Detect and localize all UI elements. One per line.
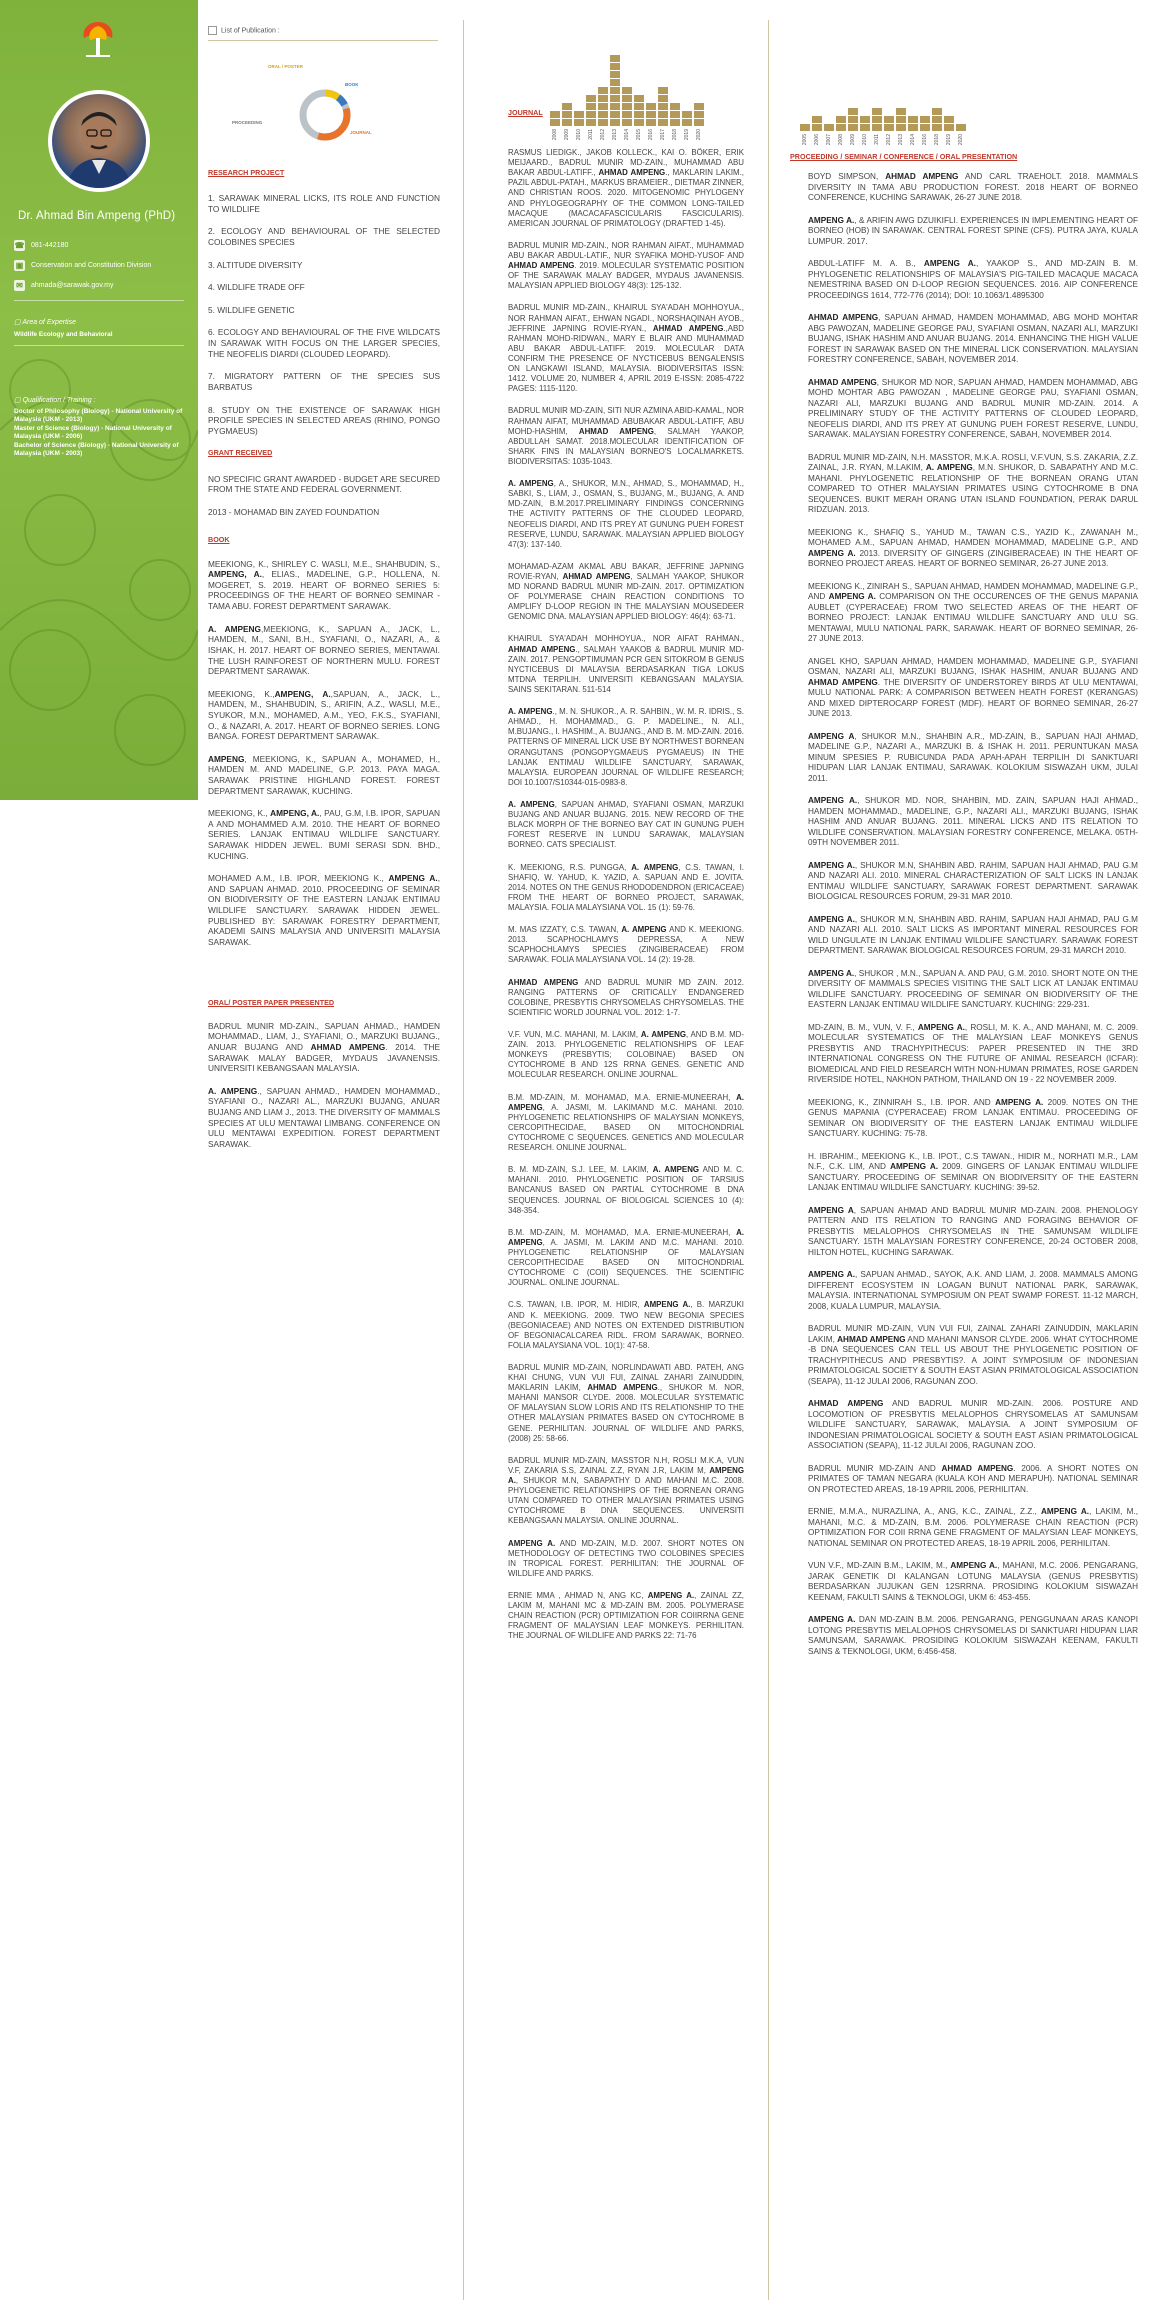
- research-list: [208, 193, 440, 436]
- bar-year-label: 2013: [612, 128, 618, 140]
- email-row[interactable]: [14, 280, 113, 291]
- book-entry: MEEKIONG, K., AMPENG, A., PAU, G.M, I.B. IPOR, SAPUAN A AND MOHAMMED A.M. 2010. THE HEART OF BORNEO SERIES. LANJAK ENTIMAU WILDLIFE SANCTUARY. SARAWAK HIDDEN JEWEL. BUMI SERASI SDN. BHD., KUCHING.: [208, 808, 441, 861]
- bar-2010: [860, 115, 870, 145]
- bar-segment: [908, 124, 918, 131]
- bar-year-label: 2011: [588, 129, 594, 140]
- journal-entry: B.M. MD-ZAIN, M. MOHAMAD, M.A. ERNIE-MUNEERAH, A. AMPENG, A. JASMI, M. LAKIMAND M.C. MAHANI. 2010. PHYLOGENETIC RELATIONSHIPS OF MALAYSIAN MONKEYS, CERCOPITHECIDAE, BASED ON MITOCHONDRIAL CYTOCHROME C SEQUENCES. GENETICS AND MOLECULAR RESEARCH. ONLINE JOURNAL.: [508, 1092, 744, 1153]
- bar-year-label: 2020: [958, 133, 964, 145]
- bar-segment: [920, 116, 930, 123]
- proc-entry: AMPENG A., SHUKOR M.N, SHAHBIN ABD. RAHIM, SAPUAN HAJI AHMAD, PAU G.M AND NAZARI ALI. 2010. MINERAL CHARACTERIZATION OF SALT LICKS IN LANJAK ENTIMAU WILDLIFE SANCTUARY, SARAWAK FOREST DEPARTMENT. SARAWAK BIOLOGICAL RESOURCES FORUM, 29-31 MAR 2010.: [808, 860, 1138, 901]
- proc-entry: AHMAD AMPENG, SAPUAN AHMAD, HAMDEN MOHAMMAD, ABG MOHD MOHTAR ABG PAWOZAN, MADELINE GEORGE PAU, SYAFIANI OSMAN, NAZARI ALI, MARZUKI BUJANG, ISHAK HASHIM AND ANUAR BUJANG. 2014. ENHANCING THE HIGH VALUE FOREST IN SARAWAK BASED ON THE MINERAL LICK CONSERVATION. MALAYSIAN FORESTRY CONFERENCE, SABAH, NOVEMBER 2014.: [808, 313, 1138, 364]
- bar-2012: [598, 86, 608, 140]
- grant-entry: NO SPECIFIC GRANT AWARDED - BUDGET ARE SECURED FROM THE STATE AND FEDERAL GOVERNMENT.: [208, 473, 440, 495]
- bar-2014: [622, 86, 632, 140]
- expertise-heading: ▢ Area of Expertise: [14, 319, 77, 326]
- bar-segment: [682, 119, 692, 126]
- proceeding-label: PROCEEDING / SEMINAR / CONFERENCE / ORAL PRESENTATION: [790, 152, 1018, 161]
- bar-2006: [812, 115, 822, 145]
- bar-2013: [896, 107, 906, 145]
- bar-segment: [622, 119, 632, 126]
- bar-segment: [622, 103, 632, 110]
- research-entry: 4. WILDLIFE TRADE OFF: [208, 282, 305, 293]
- journal-entry: A. AMPENG, A., SHUKOR, M.N., AHMAD, S., MOHAMMAD, H., SABKI, S., LIAM, J., OSMAN, S., BUJANG, M., BUJANG, A. AND MD-ZAIN, B.M.2017.PRELIMINARY FINDINGS CONCERNING THE ACTIVITY PATTERNS OF THE CLOUDED LEOPARD, NEOFELIS DIARDI, AND ITS PREY AT GUNUNG PUEH FOREST RESERVE, LUNDU, SARAWAK. MALAYSIAN APPLIED BIOLOGY 47(3): 137-140.: [508, 479, 744, 549]
- proc-entry: AMPENG A., SHUKOR , M.N., SAPUAN A. AND PAU, G.M. 2010. SHORT NOTE ON THE DIVERSITY OF MAMMALS SPECIES VISITING THE SALT LICK AT LANJAK ENTIMAU WILDLIFE SANCTUARY. PROCEEDING OF SEMINAR ON BIODIVERSITY OF THE EASTERN LANJAK ENTIMAU WILDLIFE SANCTUARY. KUCHING: 229-231.: [808, 968, 1138, 1009]
- proc-entry: ANGEL KHO, SAPUAN AHMAD, HAMDEN MOHAMMAD, MADELINE G.P., SYAFIANI OSMAN, NAZARI ALI, MARZUKI BUJANG, ISHAK HASHIM, ANUAR BUJANG AND AHMAD AMPENG. THE DIVERSITY OF UNDERSTOREY BIRDS AT ULU MENTAWAI, MULU NATIONAL PARK: A COMPARISON BETWEEN HEATH FOREST (KERANGAS) AND MIXED DIPTEROCARP FOREST (MDF). HEART OF BORNEO SEMINAR, 26-27 JUNE 2013.: [808, 656, 1138, 718]
- header-rule: [208, 40, 438, 41]
- book-entry: MOHAMED A.M., I.B. IPOR, MEEKIONG K., AMPENG A., AND SAPUAN AHMAD. 2010. PROCEEDING OF SEMINAR ON BIODIVERSITY OF THE EASTERN LANJAK ENTIMAU WILDLIFE SANCTUARY. SARAWAK HIDDEN JEWEL. PUBLISHED BY: SARAWAK FORESTRY DEPARTMENT, AKADEMI SAINS MALAYSIA AND UNIVERSITI MALAYSIA SARAWAK.: [208, 873, 440, 947]
- bar-year-label: 2005: [802, 133, 808, 145]
- column-divider: [463, 20, 464, 2300]
- qualification-heading: ▢ Qualification / Training :: [14, 397, 96, 404]
- bar-segment: [610, 55, 620, 62]
- journal-list: [508, 148, 744, 1654]
- bar-year-label: 2019: [684, 128, 690, 140]
- qualification-item: Doctor of Philosophy (Biology) - National University of Malaysia (UKM - 2013): [14, 408, 183, 424]
- bar-2018: [932, 107, 942, 145]
- bar-2011: [872, 107, 882, 145]
- bar-segment: [622, 111, 632, 118]
- proc-entry: MEEKIONG K., SHAFIQ S., YAHUD M., TAWAN C.S., YAZID K., ZAWANAH M., MOHAMED A.M., SAPUAN AHMAD, HAMDEN MOHAMMAD, MADELINE G.P., AND AMPENG A. 2013. DIVERSITY OF GINGERS (ZINGIBERACEAE) IN THE HEART OF BORNEO PROJECT AREAS. HEART OF BORNEO SEMINAR, 26-27 JUNE 2013.: [808, 527, 1138, 568]
- bar-2007: [824, 123, 834, 145]
- bar-2014: [908, 115, 918, 145]
- bar-segment: [610, 71, 620, 78]
- bar-segment: [574, 111, 584, 118]
- proc-entry: AMPENG A., & ARIFIN AWG DZUIKIFLI. EXPERIENCES IN IMPLEMENTING HEART OF BORNEO (HOB) IN SARAWAK. CENTRAL FOREST SPINE (CFS). PUTRA JAYA, KUALA LUMPUR. 2017.: [808, 215, 1138, 246]
- publication-donut: [295, 85, 355, 145]
- bar-year-label: 2012: [600, 128, 606, 140]
- proceeding-year-chart: [800, 65, 966, 145]
- bar-year-label: 2017: [660, 128, 666, 140]
- proc-entry: AMPENG A, SAPUAN AHMAD AND BADRUL MUNIR MD-ZAIN. 2008. PHENOLOGY PATTERN AND ITS RELATION TO RANGING AND FORAGING BEHAVIOR OF PRESBYTIS MELALOPHOS CHRYSOMELAS IN THE SAMUNSAM WILDLIFE SANCTUARY. 15TH MALAYSIAN FORESTRY CONFERENCE, 20-24 OCTOBER 2008, HILTON HOTEL, KUCHING SARAWAK.: [808, 1205, 1138, 1257]
- bar-segment: [694, 103, 704, 110]
- department-row: [14, 260, 151, 271]
- book-heading: BOOK: [208, 535, 230, 545]
- bar-2009: [562, 102, 572, 140]
- bar-year-label: 2016: [648, 128, 654, 140]
- list-icon: [208, 26, 217, 35]
- bar-2018: [670, 102, 680, 140]
- bar-segment: [932, 124, 942, 131]
- journal-entry: A. AMPENG, SAPUAN AHMAD, SYAFIANI OSMAN, MARZUKI BUJANG AND ANUAR BUJANG. 2015. NEW RECORD OF THE BLACK MORPH OF THE BORNEO BAY CAT IN GUNUNG PUEH FOREST RESERVE IN LUNDU SARAWAK, MALAYSIAN BORNEO. CATS SPECIALIST.: [508, 800, 744, 850]
- proc-entry: BADRUL MUNIR MD-ZAIN AND AHMAD AMPENG. 2006. A SHORT NOTES ON PRIMATES OF TAMAN NEGARA (KUALA KOH AND MERAPUH). NATIONAL SEMINAR ON PROTECTED AREAS, 18-19 APRIL 2006, PERHILITAN.: [808, 1463, 1138, 1494]
- proc-entry: AHMAD AMPENG AND BADRUL MUNIR MD-ZAIN. 2006. POSTURE AND LOCOMOTION OF PRESBYTIS MELALOPHOS CHRYSOMELAS AT SAMUNSAM WILDLIFE SANCTUARY, SARAWAK, MALAYSIA. A JOINT SYMPOSIUM OF INDONESIAN PRIMATOLOGICAL SOCIETY & SOUTH EAST ASIAN PRIMATOLOGICAL ASSOCIATION (SEAPA), 11-12 JULAI 2006, RAGUNAN ZOO.: [808, 1399, 1138, 1450]
- bar-year-label: 2019: [946, 133, 952, 145]
- phone-row: [14, 240, 68, 251]
- bar-segment: [848, 108, 858, 115]
- bar-segment: [658, 95, 668, 102]
- journal-entry: BADRUL MUNIR MD-ZAIN., KHAIRUL SYA'ADAH MOHHOYUA., NOR RAHMAN AIFAT., EHWAN NGADI., NORSHAQINAH AYOB., JEFFRINE JAPNING ROVIE-RYAN., AHMAD AMPENG.,ABD RAHMAN MOHD-RIDWAN., MARY E BLAIR AND MUHAMMAD ABU BAKAR ABDUL-LATIFF. 2019. MOLECULAR DATA CONFIRM THE PRESENCE OF NYCTICEBUS BENGALENSIS ON LANGKAWI ISLAND, MALAYSIA. BIODIVERSITAS ISSN: 1412. VOLUME 20, NUMBER 4, APRIL 2019 E-ISSN: 2085-4722 PAGES: 1115-1120.: [508, 303, 744, 394]
- bar-segment: [956, 124, 966, 131]
- bar-2010: [574, 110, 584, 140]
- bar-segment: [944, 116, 954, 123]
- department-text: Conservation and Constitution Division: [31, 262, 152, 269]
- bar-segment: [550, 119, 560, 126]
- bar-2016: [646, 102, 656, 140]
- proc-entry: VUN V.F., MD-ZAIN B.M., LAKIM, M., AMPENG A., MAHANI, M.C. 2006. PENGARANG, JARAK GENETIK DI KALANGAN LOTUNG MALAYSIA (GENUS PRESBYTIS) BERDASARKAN JUJUKAN GEN 12SRRNA. PROSIDING KOLOKIUM SISWAZAH KEENAM, FAKULTI SAINS & TEKNOLOGI, UKM 6: 453-455.: [808, 1561, 1138, 1602]
- donut-label-journal: JOURNAL: [350, 130, 372, 135]
- expertise-text: Wildlife Ecology and Behavioral: [14, 331, 113, 338]
- publications-heading: List of Publication :: [208, 26, 280, 35]
- journal-entry: M. MAS IZZATY, C.S. TAWAN, A. AMPENG AND K. MEEKIONG. 2013. SCAPHOCHLAMYS DEPRESSA, A NEW SCAPHOCHLAMYS SPECIES (ZINGIBERACEAE) FROM SARAWAK. FOLIA MALAYSIANA VOL. 14 (2): 19-28.: [508, 925, 744, 965]
- forest-logo-icon: [76, 18, 120, 62]
- oral-entry: A. AMPENG., SAPUAN AHMAD., HAMDEN MOHAMMAD., SYAFIANI O., NAZARI AL., MARZUKI BUJANG, ANUAR BUJANG AND LIAM J., 2013. THE DIVERSITY OF MAMMALS SPECIES AT ULU MENTAWAI LIMBANG. CONFERENCE ON ULU MENTAWAI EXPEDITION. FOREST DEPARTMENT SARAWAK.: [208, 1085, 440, 1149]
- bar-year-label: 2012: [886, 133, 892, 145]
- bar-segment: [872, 108, 882, 115]
- bar-2017: [658, 86, 668, 140]
- bar-segment: [610, 95, 620, 102]
- bar-segment: [610, 79, 620, 86]
- bar-segment: [872, 116, 882, 123]
- bar-segment: [610, 111, 620, 118]
- building-icon: ▣: [15, 261, 24, 270]
- proc-entry: AHMAD AMPENG, SHUKOR MD NOR, SAPUAN AHMAD, HAMDEN MOHAMMAD, ABG MOHD MOHTAR ABG PAWOZAN , MADELINE GEORGE PAU, SYAFIANI OSMAN, NAZARI ALI, MARZUKI BUJANG AND BADRUL MUNIR MD-ZAIN. 2014. A PRELIMINARY STUDY OF THE ACTIVITY PATTERNS OF CLOUDED LEOPARD, NEOFELIS DIARDI, AND ITS PREY AT GUNUNG PUEH FOREST RESERVE, LUNDU, SARAWAK. MALAYSIAN FORESTRY CONFERENCE, SABAH, NOVEMBER 2014.: [808, 377, 1138, 439]
- journal-entry: C.S. TAWAN, I.B. IPOR, M. HIDIR, AMPENG A., B. MARZUKI AND K. MEEKIONG. 2009. TWO NEW BEGONIA SPECIES (BEGONIACEAE) AND NOTES ON EXTENDED DISTRIBUTION OF BEGONIACALCAREA RIDL. FROM SARAWAK, BORNEO. FOLIA MALAYSIANA VOL. 10(1): 47-58.: [508, 1300, 744, 1350]
- bar-segment: [562, 111, 572, 118]
- bar-year-label: 2013: [898, 133, 904, 145]
- bar-year-label: 2010: [576, 128, 582, 140]
- proc-entry: BADRUL MUNIR MD-ZAIN, VUN VUI FUI, ZAINAL ZAHARI ZAINUDDIN, MAKLARIN LAKIM, AHMAD AMPENG AND MAHANI MANSOR CLYDE. 2006. WHAT CYTOCHROME -B DNA SEQUENCES CAN TELL US ABOUT THE PHYLOGENETIC POSITION OF TRACHYPITHECUS AND PRESBYTIS?. A JOINT SYMPOSIUM OF INDONESIAN PRIMATOLOGICAL SOCIETY & SOUTH EAST ASIAN PRIMATOLOGICAL ASSOCIATION (SEAPA), 11-12 JULAI 2006, RAGUNAN ZOO.: [808, 1324, 1138, 1386]
- bar-segment: [610, 119, 620, 126]
- proc-entry: BADRUL MUNIR MD-ZAIN, N.H. MASSTOR, M.K.A. ROSLI, V.F.VUN, S.S. ZAKARIA, Z.Z. ZAINAL, J.R. RYAN, M.LAKIM, A. AMPENG, M.N. SHUKOR, D. SABAPATHY AND M.C. MAHANI. PHYLOGENETIC RELATIONSHIP OF THE BORNEAN ORANG UTAN COMPARED TO OTHER MALAYSIAN PRIMATES USING CYTOCHROME B DNA SEQUENCES. BUKIT MERAH ORANG UTAN ISLAND FOUNDATION, PERAK DARUL RIDZUAN. 2013.: [808, 452, 1138, 514]
- phone-icon: ☎: [14, 241, 25, 250]
- journal-entry: BADRUL MUNIR MD-ZAIN, MASSTOR N.H, ROSLI M.K.A, VUN V.F, ZAKARIA S.S, ZAINAL Z.Z, RYAN J.R, LAKIM M, AMPENG A., SHUKOR M.N, SABAPATHY D AND MAHANI M.C. 2008. PHYLOGENETIC RELATIONSHIPS OF THE BORNEAN ORANG UTAN COMPARED TO OTHER MALAYSIAN PRIMATES USING CYTOCHROME B DNA SEQUENCES. UNIVERSITI KEBANGSAAN MALAYSIA. ONLINE JOURNAL.: [508, 1455, 744, 1526]
- book-entry: MEEKIONG, K., SHIRLEY C. WASLI, M.E., SHAHBUDIN, S., AMPENG, A., ELIAS., MADELINE, G.P., HOLLENA, N. MOGERET, S. 2019. HEART OF BORNEO SERIES 5: PROCEEDINGS OF THE HEART OF BORNEO SEMINAR - TAMA ABU. FOREST DEPARTMENT SARAWAK.: [208, 558, 440, 612]
- bar-2005: [800, 123, 810, 145]
- bar-segment: [884, 124, 894, 131]
- bar-segment: [860, 124, 870, 131]
- bar-segment: [598, 103, 608, 110]
- bar-segment: [574, 119, 584, 126]
- email-text[interactable]: ahmada@sarawak.gov.my: [31, 282, 114, 289]
- bar-segment: [800, 124, 810, 131]
- bar-segment: [610, 87, 620, 94]
- bar-2019: [682, 110, 692, 140]
- bar-year-label: 2018: [672, 128, 678, 140]
- research-entry: 1. SARAWAK MINERAL LICKS, ITS ROLE AND FUNCTION TO WILDLIFE: [208, 193, 440, 214]
- bar-segment: [884, 116, 894, 123]
- grant-heading: GRANT RECEIVED: [208, 448, 273, 458]
- bar-segment: [646, 119, 656, 126]
- bar-segment: [598, 87, 608, 94]
- journal-entry: RASMUS LIEDIGK., JAKOB KOLLECK., KAI O. BÖKER, ERIK MEIJAARD., BADRUL MUNIR MD-ZAIN., MUHAMMAD ABU BAKAR ABDUL-LATIFF., AHMAD AMPENG., MAKLARIN LAKIM., PAZIL ABDUL-PATAH., MARKUS BRAMEIER., DIETMAR ZINNER, AND CHRISTIAN ROOS. 2020. MITOGENOMIC PHYLOGENY AND PHYLOGEOGRAPHY OF THE COMMON LONG-TAILED MACAQUE (MACACAFASCICULARIS FASCICULARIS). AMERICAN JOURNAL OF PRIMATOLOGY (DRAFTED 1-45).: [508, 148, 744, 228]
- bar-segment: [896, 124, 906, 131]
- bar-segment: [550, 111, 560, 118]
- bar-segment: [824, 124, 834, 131]
- mail-icon: ✉: [14, 280, 25, 291]
- bar-year-label: 2011: [874, 134, 880, 145]
- bar-year-label: 2007: [826, 133, 832, 145]
- bar-segment: [896, 108, 906, 115]
- research-entry: 8. STUDY ON THE EXISTENCE OF SARAWAK HIGH PROFILE SPECIES IN SELECTED AREAS (RHINO, PONGO PYGMAEUS): [208, 404, 440, 436]
- bar-year-label: 2006: [814, 133, 820, 145]
- research-entry: 5. WILDLIFE GENETIC: [208, 304, 295, 315]
- research-entry: 2. ECOLOGY AND BEHAVIOURAL OF THE SELECTED COLOBINES SPECIES: [208, 226, 440, 248]
- bar-segment: [670, 111, 680, 118]
- research-entry: 3. ALTITUDE DIVERSITY: [208, 259, 303, 270]
- bar-segment: [836, 124, 846, 131]
- bar-year-label: 2020: [696, 128, 702, 140]
- bar-segment: [694, 111, 704, 118]
- bar-segment: [848, 124, 858, 131]
- book-entry: AMPENG, MEEKIONG, K., SAPUAN A., MOHAMED, H., HAMDEN M. AND MADELINE, G.P. 2013. PAYA MAGA. SARAWAK PRISTINE HIGHLAND FOREST. FOREST DEPARTMENT SARAWAK, KUCHING.: [208, 753, 440, 796]
- bar-2015: [634, 94, 644, 140]
- phone-text: 081-442180: [31, 242, 69, 249]
- journal-entry: KHAIRUL SYA'ADAH MOHHOYUA., NOR AIFAT RAHMAN., AHMAD AMPENG., SALMAH YAAKOB & BADRUL MUNIR MD-ZAIN. 2017. PENGOPTIMUMAN PCR GEN SITOKROM B GENUS NYCTICEBUS DI MALAYSIA BERDASARKAN TIGA LOKUS MTDNA TERPILIH. UNIVERSITI KEBANGSAAN MALAYSIA. SAINS SEKITARAN. 511-514: [508, 634, 744, 695]
- bar-2016: [920, 115, 930, 145]
- grant-list: [208, 474, 440, 518]
- bar-2009: [848, 107, 858, 145]
- bar-segment: [598, 95, 608, 102]
- journal-entry: B.M. MD-ZAIN, M. MOHAMAD, M.A. ERNIE-MUNEERAH, A. AMPENG, A. JASMI, M. LAKIM AND M.C. MAHANI. 2010. PHYLOGENETIC RELATIONSHIP OF MALAYSIAN CERCOPITHECIDAE BASED ON MITOCHONDRIAL CYTOCHROME C (COII) SEQUENCES. THE SCIENTIFIC JOURNAL. ONLINE JOURNAL.: [508, 1227, 744, 1288]
- bar-segment: [812, 124, 822, 131]
- bar-segment: [932, 108, 942, 115]
- column-divider: [768, 20, 769, 2300]
- bar-2008: [836, 115, 846, 145]
- proc-entry: MD-ZAIN, B. M., VUN, V. F., AMPENG A., ROSLI, M. K. A., AND MAHANI, M. C. 2009. MOLECULAR SYSTEMATICS OF THE MALAYSIAN LEAF MONKEYS GENUS PRESBYTIS AND TRACHYPITHECUS: PAPER PRESENTED IN THE 3RD INTERNATIONAL CONGRESS ON THE FUTURE OF ANIMAL RESEARCH (ICFAR): BIOMEDICAL AND FIELD RESEARCH WITH NON-HUMAN PRIMATES, ROSE GARDEN RIVERSIDE HOTEL, NAKHON PATHOM, THAILAND ON 19 - 22 NOVEMBER 2009.: [808, 1022, 1138, 1084]
- journal-entry: MOHAMAD-AZAM AKMAL ABU BAKAR, JEFFRINE JAPNING ROVIE-RYAN, AHMAD AMPENG, SALMAH YAAKOP, SHUKOR MD NORAND BADRUL MUNIR MD-ZAIN. 2017. OPTIMIZATION OF POLYMERASE CHAIN REACTION CONDITIONS TO AMPLIFY D-LOOP REGION IN THE MALAYSIAN MOUSEDEER GENOMIC DNA. MALAYSIAN APPLIED BIOLOGY: 46(4): 63-71.: [508, 561, 744, 622]
- bar-segment: [908, 116, 918, 123]
- oral-heading: ORAL/ POSTER PAPER PRESENTED: [208, 997, 335, 1007]
- journal-entry: BADRUL MUNIR MD-ZAIN, NORLINDAWATI ABD. PATEH, ANG KHAI CHUNG, VUN VUI FUI, ZAINAL ZAHARI ZAINUDDIN, MAKLARIN LAKIM, AHMAD AMPENG., SHUKOR M. NOR, MAHANI MANSOR CLYDE. 2008. MOLECULAR SYSTEMATIC OF MALAYSIAN SLOW LORIS AND ITS RELATIONSHIP TO THE OTHER MALAYSIAN PRIMATES BASED ON CYTOCHROME B GENE. PERHILITAN. JOURNAL OF WILDLIFE AND PARKS, (2008) 25: 58-66.: [508, 1362, 744, 1443]
- bar-segment: [634, 95, 644, 102]
- journal-entry: AHMAD AMPENG AND BADRUL MUNIR MD ZAIN. 2012. RANGING PATTERNS OF CRITICALLY ENDANGERED COLOBINE, PRESBYTIS CHRYSOMELAS CHRYSOMELAS. THE SCIENTIFIC WORLD JOURNAL VOL. 2012: 1-7.: [508, 977, 744, 1017]
- bar-segment: [562, 119, 572, 126]
- bar-segment: [658, 103, 668, 110]
- bar-segment: [586, 103, 596, 110]
- bar-segment: [670, 119, 680, 126]
- journal-entry: AMPENG A. AND MD-ZAIN, M.D. 2007. SHORT NOTES ON METHODOLOGY OF DETECTING TWO COLOBINES SPECIES IN TROPICAL FOREST. PERHILITAN: THE JOURNAL OF WILDLIFE AND PARKS.: [508, 1538, 744, 1578]
- bar-2020: [694, 102, 704, 140]
- bar-segment: [634, 111, 644, 118]
- bar-year-label: 2014: [910, 133, 916, 145]
- bar-year-label: 2009: [850, 133, 856, 145]
- research-heading: RESEARCH PROJECT: [208, 168, 285, 177]
- proc-entry: AMPENG A., SHUKOR M.N, SHAHBIN ABD. RAHIM, SAPUAN HAJI AHMAD, PAU G.M AND NAZARI ALI. 2010. SALT LICKS AS IMPORTANT MINERAL RESOURCES FOR WILD UNGULATE IN LANJAK ENTIMAU WILDLIFE SANCTUARY. SARAWAK FOREST DEPARTMENT. SARAWAK BIOLOGICAL RESOURCES FORUM, 29-31 MARCH 2010.: [808, 914, 1138, 955]
- bar-segment: [586, 95, 596, 102]
- proc-entry: MEEKIONG, K., ZINNIRAH S., I.B. IPOR. AND AMPENG A. 2009. NOTES ON THE GENUS MAPANIA (CYPERACEAE) FROM LANJAK ENTIMAU. PROCEEDING OF SEMINAR ON BIODIVERSITY OF THE EASTERN LANJAK ENTIMAU WILDLIFE SANCTUARY. KUCHING: 75-78.: [808, 1097, 1138, 1138]
- journal-year-chart: [550, 58, 704, 140]
- bar-segment: [658, 119, 668, 126]
- book-entry: MEEKIONG, K.,AMPENG, A.,SAPUAN, A., JACK, L., HAMDEN, M., SHAHBUDIN, S., ARIFIN, A.Z., WASLI, M.E., SYUKOR, M.N., MOHAMED, A.M., YEO, F.K.S., SYAFIANI, O., & NAZARI, A. 2017. HEART OF BORNEO SERIES. LONG BANGA. FOREST DEPARTMENT SARAWAK.: [208, 688, 440, 742]
- proc-entry: AMPENG A., SHUKOR MD. NOR, SHAHBIN, MD. ZAIN, SAPUAN HAJI AHMAD., HAMDEN MOHAMMAD., MADELINE, G.P., NAZARI ALI., MARZUKI BUJANG, ISHAK HASHIM AND ANUAR BUJANG. 2011. MINERAL LICKS AND ITS RELATION TO WILDLIFE CONSERVATION. MALAYSIAN FORESTRY CONFERENCE, MELAKA. 05TH-09TH NOVEMBER 2011.: [808, 796, 1138, 847]
- left-column: [208, 168, 440, 1161]
- bar-year-label: 2009: [564, 128, 570, 140]
- proc-entry: MEEKIONG K., ZINIRAH S., SAPUAN AHMAD, HAMDEN MOHAMMAD, MADELINE G.P., AND AMPENG A. COMPARISON ON THE OCCURENCES OF THE GENUS MAPANIA AUBLET (CYPERACEAE) FROM TWO SELECTED AREAS OF THE HEART OF BORNEO PROJECT: LANJAK ENTIMAU WILDLIFE SANCTUARY AND ULU SG. MENTAWAI, MULU NATIONAL PARK, SARAWAK. HEART OF BORNEO SEMINAR, 26-27 JUNE 2013.: [808, 581, 1138, 643]
- qualification-item: Master of Science (Biology) - National University of Malaysia (UKM - 2006): [14, 424, 172, 441]
- journal-entry: V.F. VUN, M.C. MAHANI, M. LAKIM, A. AMPENG, AND B.M. MD-ZAIN. 2013. PHYLOGENETIC RELATIONSHIPS OF LEAF MONKEYS (PRESBYTIS; COLOBINAE) BASED ON CYTOCHROME B AND 12S RRNA GENES. GENETIC AND MOLECULAR RESEARCH. ONLINE JOURNAL.: [508, 1029, 744, 1080]
- bar-year-label: 2014: [624, 128, 630, 140]
- bar-segment: [896, 116, 906, 123]
- journal-entry: B. M. MD-ZAIN, S.J. LEE, M. LAKIM, A. AMPENG AND M. C. MAHANI. 2010. PHYLOGENETIC POSITION OF TARSIUS BANCANUS BASED ON PARTIAL CYTOCHROME B DNA SEQUENCES. JOURNAL OF BIOLOGICAL SCIENCES 10 (4): 348-354.: [508, 1165, 744, 1215]
- proc-entry: BOYD SIMPSON, AHMAD AMPENG AND CARL TRAEHOLT. 2018. MAMMALS DIVERSITY IN TAMA ABU PRODUCTION FOREST. 2018 HEART OF BORNEO CONFERENCE, KUCHING SARAWAK, 26-27 JUNE 2018.: [808, 172, 1138, 202]
- proc-entry: AMPENG A, SHUKOR M.N., SHAHBIN A.R., MD-ZAIN, B., SAPUAN HAJI AHMAD, MADELINE G.P., NAZARI A., MARZUKI B. & ISHAK H. 2011. PERUNTUKAN MASA MINUM SPESIES P. RUBICUNDA PADA APAH-APAH TERPILIH DI SANKTUARI HIDUPAN LIAR LANJAK ENTIMAU, SARAWAK. KOLOKIUM SISWAZAH UKM, JULAI 2011.: [808, 731, 1138, 783]
- bar-segment: [860, 116, 870, 123]
- bar-year-label: 2016: [922, 133, 928, 145]
- qualification-item: Bachelor of Science (Biology) - National University of Malaysia (UKM - 2003): [14, 441, 179, 458]
- journal-entry: ERNIE MMA , AHMAD N, ANG KC, AMPENG A., ZAINAL ZZ, LAKIM M, MAHANI MC & MD-ZAIN BM. 2005. POLYMERASE CHAIN REACTION (PCR) OPTIMIZATION FOR COIIRRNA GENE FRAGMENT OF MALAYSIAN LEAF MONKEYS. PERHILITAN. THE JOURNAL OF WILDLIFE AND PARKS 22: 71-76: [508, 1591, 744, 1641]
- avatar: [48, 90, 150, 192]
- bar-year-label: 2008: [838, 133, 844, 145]
- bar-year-label: 2008: [552, 128, 558, 140]
- journal-entry: K. MEEKIONG, R.S. PUNGGA, A. AMPENG, C.S. TAWAN, I. SHAFIQ, W. YAHUD, K. YAZID, A. SAPUAN AND E. JOVITA. 2014. NOTES ON THE GENUS RHODODENDRON (ERICACEAE) FROM THE HEART OF BORNEO PROJECT, SARAWAK, MALAYSIA. FOLIA MALAYSIANA VOL. 15 (1): 59-76.: [508, 862, 744, 912]
- divider: [14, 300, 184, 301]
- bar-segment: [694, 119, 704, 126]
- bar-segment: [682, 111, 692, 118]
- bar-segment: [634, 103, 644, 110]
- oral-entry: BADRUL MUNIR MD-ZAIN., SAPUAN AHMAD., HAMDEN MOHAMMAD., LIAM, J., SYAFIANI, O., MARZUKI BUJANG., ANUAR BUJANG AND AHMAD AMPENG. 2014. THE SARAWAK MALAY BADGER, MYDAUS JAVANENSIS. UNIVERSITI KEBANGSAAN MALAYSIA.: [208, 1020, 441, 1074]
- bar-segment: [646, 111, 656, 118]
- bar-year-label: 2015: [636, 128, 642, 140]
- bar-2019: [944, 115, 954, 145]
- bar-segment: [598, 111, 608, 118]
- bar-2008: [550, 110, 560, 140]
- research-entry: 7. MIGRATORY PATTERN OF THE SPECIES SUS BARBATUS: [208, 371, 440, 392]
- bar-2012: [884, 115, 894, 145]
- donut-label-oral: ORAL / POSTER: [268, 64, 303, 69]
- donut-label-book: BOOK: [345, 82, 359, 87]
- bar-segment: [670, 103, 680, 110]
- bar-segment: [610, 103, 620, 110]
- bar-segment: [622, 87, 632, 94]
- research-entry: 6. ECOLOGY AND BEHAVIOURAL OF THE FIVE WILDCATS IN SARAWAK WITH FOCUS ON THE LARGER SPECIES, THE NEOFELIS DIARDI (CLOUDED LEOPARD).: [208, 327, 440, 359]
- proc-entry: ERNIE, M.M.A., NURAZLINA, A., ANG, K.C., ZAINAL, Z.Z., AMPENG A., LAKIM, M., MAHANI, M.C. & MD-ZAIN, B.M. 2006. POLYMERASE CHAIN REACTION (PCR) OPTIMIZATION FOR COII RRNA GENE FRAGMENT OF MALAYSIAN LEAF MONKEYS, NATIONAL SEMINAR ON PROTECTED AREAS, 18-19 APRIL 2006, PERHILITAN.: [808, 1507, 1138, 1548]
- bar-segment: [836, 116, 846, 123]
- bar-segment: [848, 116, 858, 123]
- qualification-list: [14, 408, 184, 459]
- journal-label: JOURNAL: [508, 108, 543, 117]
- grant-entry: 2013 - MOHAMAD BIN ZAYED FOUNDATION: [208, 506, 380, 517]
- bar-segment: [586, 119, 596, 126]
- bar-segment: [610, 63, 620, 70]
- bar-segment: [598, 119, 608, 126]
- proc-entry: H. IBRAHIM., MEEKIONG K., I.B. IPOT., C.S TAWAN., HIDIR M., NORHATI M.R., LAM N.F., C.K. LIM, AND AMPENG A. 2009. GINGERS OF LANJAK ENTIMAU WILDLIFE SANCTUARY. PROCEEDING OF SEMINAR ON BIODIVERSITY OF THE EASTERN LANJAK ENTIMAU WILDLIFE SANCTUARY. KUCHING: 39-52.: [808, 1151, 1139, 1192]
- proc-entry: ABDUL-LATIFF M. A. B., AMPENG A., YAAKOP S., AND MD-ZAIN B. M. PHYLOGENETIC RELATIONSHIPS OF MALAYSIA'S PIG-TAILED MACAQUE MACACA NEMESTRINA BASED ON D-LOOP REGION SEQUENCES. 2016. AIP CONFERENCE PROCEEDINGS 1614, 772-776 (2014); DOI: 10.1063/1.4895300: [808, 259, 1138, 300]
- bar-segment: [562, 103, 572, 110]
- bar-segment: [658, 111, 668, 118]
- bar-segment: [944, 124, 954, 131]
- proceeding-list: [808, 172, 1138, 1669]
- profile-sidebar: [0, 0, 198, 800]
- journal-entry: BADRUL MUNIR MD-ZAIN., NOR RAHMAN AIFAT., MUHAMMAD ABU BAKAR ABDUL-LATIF., NUR SYAFIKA MOHD-YUSOF AND AHMAD AMPENG. 2019. MOLECULAR SYSTEMATIC POSITION OF THE SARAWAK MALAY BADGER, MYDAUS JAVANENSIS. MALAYSIAN APPLIED BIOLOGY 48(3): 125-132.: [508, 240, 744, 291]
- proc-entry: AMPENG A. DAN MD-ZAIN B.M. 2006. PENGARANG, PENGGUNAAN ARAS KANOPI LOTONG PRESBYTIS MELALOPHOS CHRYSOMELAS DI SANKTUARI HIDUPAN LIAR SAMUNSAM, SARAWAK. PROSIDING KOLOKIUM SISWAZAH KEENAM, FAKULTI SAINS & TEKNOLOGI, UKM, 6:456-458.: [808, 1615, 1138, 1656]
- bar-year-label: 2010: [862, 133, 868, 145]
- bar-2011: [586, 94, 596, 140]
- bar-segment: [920, 124, 930, 131]
- donut-label-proceeding: PROCEEDING: [232, 120, 263, 125]
- bar-segment: [932, 116, 942, 123]
- proc-entry: AMPENG A., SAPUAN AHMAD., SAYOK, A.K. AND LIAM, J. 2008. MAMMALS AMONG DIFFERENT ECOSYSTEM IN LOAGAN BUNUT NATIONAL PARK, SARAWAK, MALAYSIA. INTERNATIONAL SYMPOSIUM ON PEAT SWAMP FOREST. 11-12 MARCH, 2008, KUALA LUMPUR, MALAYSIA.: [808, 1270, 1138, 1311]
- bar-segment: [812, 116, 822, 123]
- book-list: [208, 559, 440, 948]
- bar-segment: [622, 95, 632, 102]
- bar-segment: [658, 87, 668, 94]
- bar-segment: [646, 103, 656, 110]
- bar-segment: [634, 119, 644, 126]
- bar-year-label: 2018: [934, 133, 940, 145]
- oral-list: [208, 1021, 440, 1150]
- divider: [14, 345, 184, 346]
- book-entry: A. AMPENG,MEEKIONG, K., SAPUAN A., JACK, L., HAMDEN, M., SANI, B.H., SYAFIANI, O., NAZARI, A., & ISHAK, H. 2017. HEART OF BORNEO SERIES, MENTAWAI. THE LUSH RAINFOREST OF NORTHERN MULU. FOREST DEPARTMENT SARAWAK.: [208, 623, 440, 677]
- journal-entry: BADRUL MUNIR MD-ZAIN, SITI NUR AZMINA ABID-KAMAL, NOR RAHMAN AIFAT, MUHAMMAD ABUBAKAR ABDUL-LATIFF, ABU MOHD-HASHIM, AHMAD AMPENG, SALMAH YAAKOP, ABDULLAH SAMAT. 2018.MOLECULAR IDENTIFICATION OF SHARK FINS IN MALAYSIAN BORNEO'S LOCALMARKETS. BIODIVERSITAS: 1035-1043.: [508, 406, 745, 466]
- bar-segment: [872, 124, 882, 131]
- profile-name: Dr. Ahmad Bin Ampeng (PhD): [18, 210, 176, 222]
- bar-2013: [610, 54, 620, 140]
- bar-segment: [586, 111, 596, 118]
- journal-entry: A. AMPENG., M. N. SHUKOR., A. R. SAHBIN., W. M. R. IDRIS., S. AHMAD., H. MOHAMMAD., G. P. MADELINE., N. ALI., M.BUJANG., I. HASHIM., A. BUJANG., AND B. M. MD-ZAIN. 2016. PATTERNS OF MINERAL LICK USE BY NORTHWEST BORNEAN ORANGUTANS (PONGOPYGMAEUS PYGMAEUS) IN THE LANJAK ENTIMAU WILDLIFE SANCTUARY, SARAWAK, MALAYSIA. EUROPEAN JOURNAL OF WILDLIFE RESEARCH; DOI 10.1007/S10344-015-0983-8.: [508, 707, 744, 787]
- bar-2020: [956, 123, 966, 145]
